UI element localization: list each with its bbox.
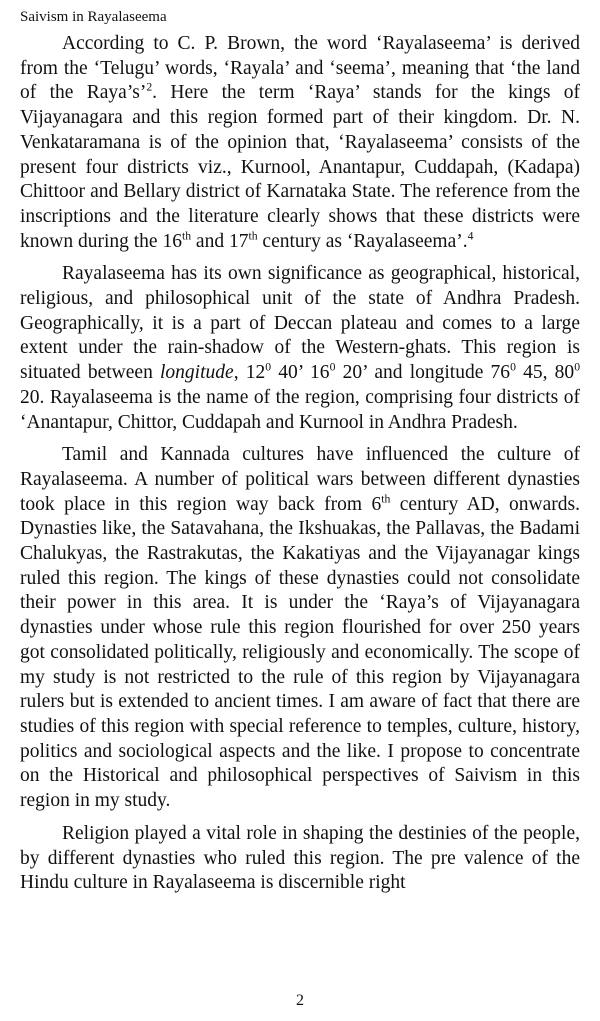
text-run: 20’ and longitude 76 — [335, 362, 511, 384]
superscript: 0 — [574, 360, 581, 374]
text-run: century AD, onwards. Dynasties like, the Satavahana, the Ikshuakas, the Pallavas, the Badami Chalukyas, the Rastrakutas, the Kakatiyas and the Vijayanagar kings ruled this region. The kings of these dynasties could not consolidate their power in this area. It is under the ‘Raya’s of Vijayanagara dynasties under whose rule this region flourished for over 250 years got consolidated politically, religiously and economically. The scope of my study is not restricted to the rule of this region by Vijayanagara rulers but is extended to ancient times. I am aware of fact that there are studies of this region with special reference to temples, culture, history, politics and sociological aspects and the like. I propose to concentrate on the Historical and philosophical perspectives of Saivism in this region in my study. — [20, 493, 580, 812]
superscript: 0 — [510, 360, 516, 374]
superscript: th — [381, 492, 391, 506]
superscript: 2 — [146, 80, 153, 94]
paragraph — [20, 32, 580, 254]
text-run: Tamil and Kannada cultures have influenced the culture of Rayalaseema. A number of political wars between different dynasties took place in this region way back from 6 — [20, 444, 580, 515]
paragraph — [20, 443, 580, 814]
text-run: Rayalaseema has its own significance as geographical, historical, religious, and philosophical unit of the state of Andhra Pradesh. Geographically, it is a part of Deccan plateau and comes to a large extent under the rain-shadow of the Western-ghats. This region is situated between — [20, 263, 580, 384]
page-number: 2 — [296, 992, 304, 1009]
body-text — [20, 32, 580, 896]
running-header: Saivism in Rayalaseema — [20, 9, 167, 25]
text-run: 45, 80 — [515, 362, 575, 384]
text-run: century as ‘Rayalaseema’. — [257, 230, 468, 252]
text-run: Religion played a vital role in shaping the destinies of the people, by different dynasties who ruled this region. The pre valence of the Hindu culture in Rayalaseema is discernible right — [20, 822, 580, 894]
text-run: and 17 — [191, 230, 249, 252]
text-run: , 12 — [233, 362, 266, 384]
paragraph — [20, 822, 580, 896]
text-run: According to C. P. Brown, the word ‘Rayalaseema’ is derived from the ‘Telugu’ words, ‘Rayala’ and ‘seema’, meaning that ‘the land of the Raya’s’ — [20, 33, 580, 104]
superscript: th — [248, 229, 258, 243]
superscript: th — [181, 229, 192, 243]
text-run: 20. Rayalaseema is the name of the region, comprising four districts of ‘Anantapur, Chittor, Cuddapah and Kurnool in Andhra Pradesh. — [20, 386, 580, 433]
italic-term: longitude — [160, 362, 234, 384]
superscript: 4 — [467, 229, 474, 243]
paragraph — [20, 262, 580, 435]
text-run: 40’ 16 — [271, 362, 330, 384]
text-run: . Here the term ‘Raya’ stands for the kings of Vijayanagara and this region formed part of their kingdom. Dr. N. Venkataramana is of the opinion that, ‘Rayalaseema’ consists of the present four districts viz., Kurnool, Anantapur, Cuddapah, (Kadapa) Chittoor and Bellary district of Karnataka State. The reference from the inscriptions and the literature clearly shows that these districts were known during the 16 — [20, 82, 580, 252]
superscript: 0 — [265, 360, 272, 374]
superscript: 0 — [329, 360, 336, 374]
